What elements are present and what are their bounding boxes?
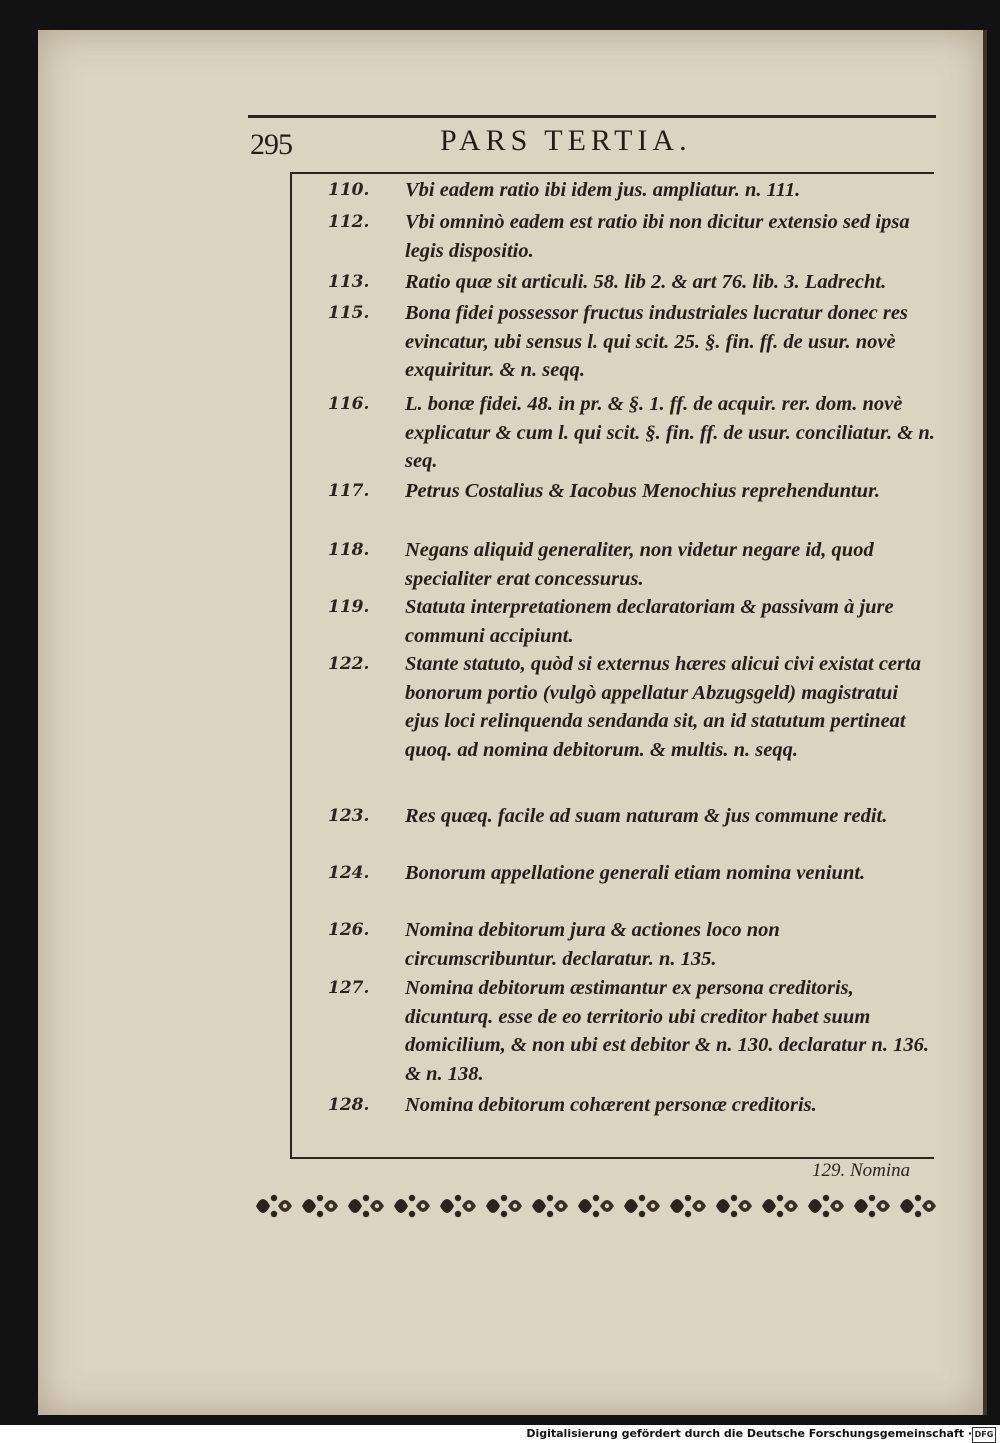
- entry-number: 123.: [328, 806, 370, 826]
- catchword: 129. Nomina: [812, 1160, 911, 1181]
- entry-text: Statuta interpretationem declaratoriam & passivam à jure communi accipiunt.: [405, 596, 894, 647]
- entry-text: Negans aliquid generaliter, non videtur negare id, quod specialiter erat concessurus.: [405, 539, 874, 590]
- entry-number: 118.: [328, 540, 370, 560]
- entry-text: Nomina debitorum æstimantur ex persona creditoris, dicunturq. esse de eo territorio ubi creditor habet suum domicilium, & non ubi est debitor & n. 130. declaratur n. 136. & n. 138.: [405, 977, 929, 1085]
- entry-text: Bona fidei possessor fructus industriales lucratur donec res evincatur, ubi sensus l. qui scit. 25. §. fin. ff. de usur. novè exquiritur. & n. seqq.: [405, 302, 908, 381]
- entry-number: 115.: [328, 303, 370, 323]
- entry-number: 124.: [328, 863, 370, 883]
- dfg-logo: DFG: [972, 1427, 996, 1443]
- entry-number: 122.: [328, 654, 370, 674]
- entry-text: Nomina debitorum cohærent personæ creditoris.: [405, 1094, 817, 1116]
- entry-number: 126.: [328, 920, 370, 940]
- running-head: PARS TERTIA.: [440, 124, 692, 157]
- entry-text: Vbi omninò eadem est ratio ibi non dicitur extensio sed ipsa legis dispositio.: [405, 211, 910, 262]
- funding-credit: Digitalisierung gefördert durch die Deutsche Forschungsgemeinschaft ·: [526, 1427, 972, 1440]
- entry-number: 112.: [328, 212, 370, 232]
- entry-text: Bonorum appellatione generali etiam nomina veniunt.: [405, 862, 866, 884]
- page-number: 295: [250, 128, 292, 161]
- entry-number: 116.: [328, 394, 370, 414]
- entry-text: Petrus Costalius & Iacobus Menochius reprehenduntur.: [405, 480, 881, 502]
- entry-number: 117.: [328, 481, 370, 501]
- entry-text: Nomina debitorum jura & actiones loco non circumscribuntur. declaratur. n. 135.: [405, 919, 780, 970]
- entry-text: L. bonæ fidei. 48. in pr. & §. 1. ff. de acquir. rer. dom. novè explicatur & cum l. qui scit. §. fin. ff. de usur. conciliatur. & n. seq.: [405, 393, 935, 472]
- entry-number: 128.: [328, 1095, 370, 1115]
- entry-text: Ratio quæ sit articuli. 58. lib 2. & art 76. lib. 3. Ladrecht.: [405, 271, 887, 293]
- entry-text: Vbi eadem ratio ibi idem jus. ampliatur. n. 111.: [405, 179, 801, 201]
- entry-text: Res quæq. facile ad suam naturam & jus commune redit.: [405, 805, 888, 827]
- entry-number: 110.: [328, 180, 370, 200]
- entry-text: Stante statuto, quòd si externus hæres alicui civi existat certa bonorum portio (vulgò appellatur Abzugsgeld) magistratui ejus loci relinquenda sendanda sit, an id statutum pertineat quoq. ad nomina debitorum. & multis. n. seqq.: [405, 653, 921, 761]
- ornament-border: [252, 1186, 942, 1226]
- entry-number: 127.: [328, 978, 370, 998]
- header-rule: [248, 115, 936, 118]
- entry-number: 119.: [328, 597, 370, 617]
- footer-bar: [0, 1425, 1000, 1443]
- entry-number: 113.: [328, 272, 370, 292]
